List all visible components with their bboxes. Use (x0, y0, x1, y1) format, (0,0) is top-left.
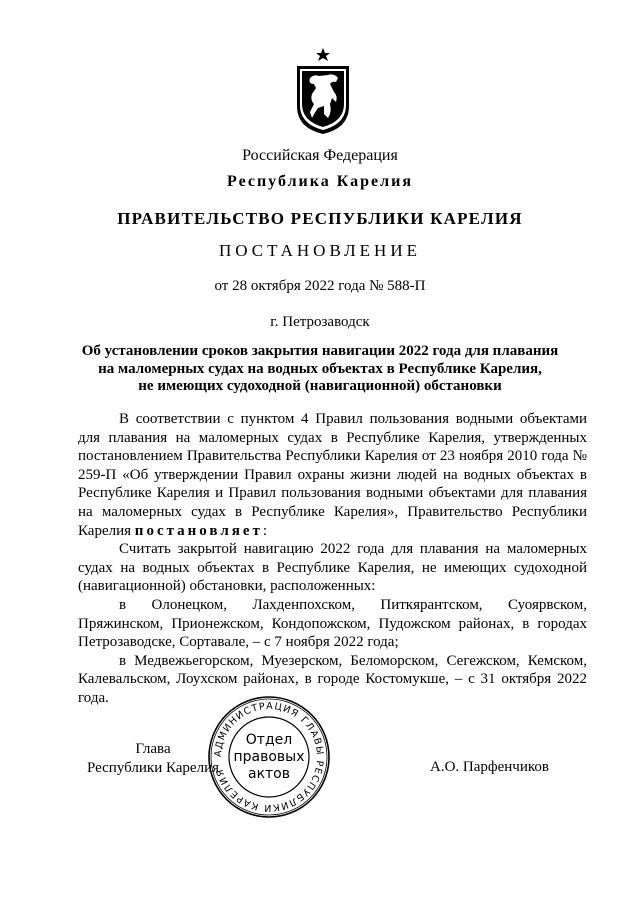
signatory-position-line-2: Республики Карелия (86, 760, 220, 776)
stamp-ring-text: АДМИНИСТРАЦИЯ ГЛАВЫ РЕСПУБЛИКИ КАРЕЛИЯ (212, 700, 326, 814)
paragraph-1-end: : (262, 522, 268, 539)
document-body (78, 410, 587, 708)
date-number: от 28 октября 2022 года № 588-П (214, 278, 426, 294)
paragraph-1-text: В соответствии с пунктом 4 Правил пользования водными объектами для плавания на маломерных судах в Республике Карелия, утвержденных постановлением Правительства Республики Карелия от 23 ноября 2010 года № 259-П «Об утверждении Правил охраны жизни людей на водных объектах в Республике Карелия и Правил пользования водными объектами для плавания на маломерных судах в Республике Карелия», Правительство Республики Карелия (78, 411, 587, 539)
paragraph-3: в Олонецком, Лахденпохском, Питкярантском, Суоярвском, Пряжинском, Прионежском, Кондопожском, Пудожском районах, в городах Петрозаводске, Сортавале, – с 7 ноября 2022 года; (78, 596, 587, 651)
karelia-coat-of-arms-icon (294, 48, 352, 136)
document-type: ПОСТАНОВЛЕНИЕ (218, 241, 421, 260)
stamp-line-1: Отдел (245, 732, 293, 748)
title-line-2: на маломерных судах на водных объектах в Республике Карелия, (98, 360, 542, 377)
government-title: ПРАВИТЕЛЬСТВО РЕСПУБЛИКИ КАРЕЛИЯ (117, 209, 523, 228)
stamp (206, 694, 332, 820)
paragraph-1 (78, 410, 587, 540)
title-line-1: Об установлении сроков закрытия навигации 2022 года для плавания (81, 343, 559, 359)
title-line-3: не имеющих судоходной (навигационной) обстановки (138, 378, 502, 394)
stamp-line-2: правовых (233, 749, 305, 765)
republic-name: Республика Карелия (227, 173, 413, 190)
document-title (0, 343, 640, 396)
signatory-position-line-1: Глава (135, 741, 171, 757)
stamp-line-3: актов (247, 766, 291, 782)
city: г. Петрозаводск (270, 314, 370, 330)
decree-keyword: постановляет (134, 522, 263, 539)
paragraph-2: Считать закрытой навигацию 2022 года для плавания на маломерных судах на водных объектах в Республике Карелия, не имеющих судоходной (навигационной) обстановки, расположенных: (78, 541, 587, 595)
signatory-name: А.О. Парфенчиков (430, 759, 549, 775)
country-name: Российская Федерация (242, 147, 398, 164)
paragraph-4: в Медвежьегорском, Муезерском, Беломорском, Сегежском, Кемском, Калевальском, Лоухском районах, в городе Костомукше, – с 31 октября 2022 года. (78, 652, 587, 706)
